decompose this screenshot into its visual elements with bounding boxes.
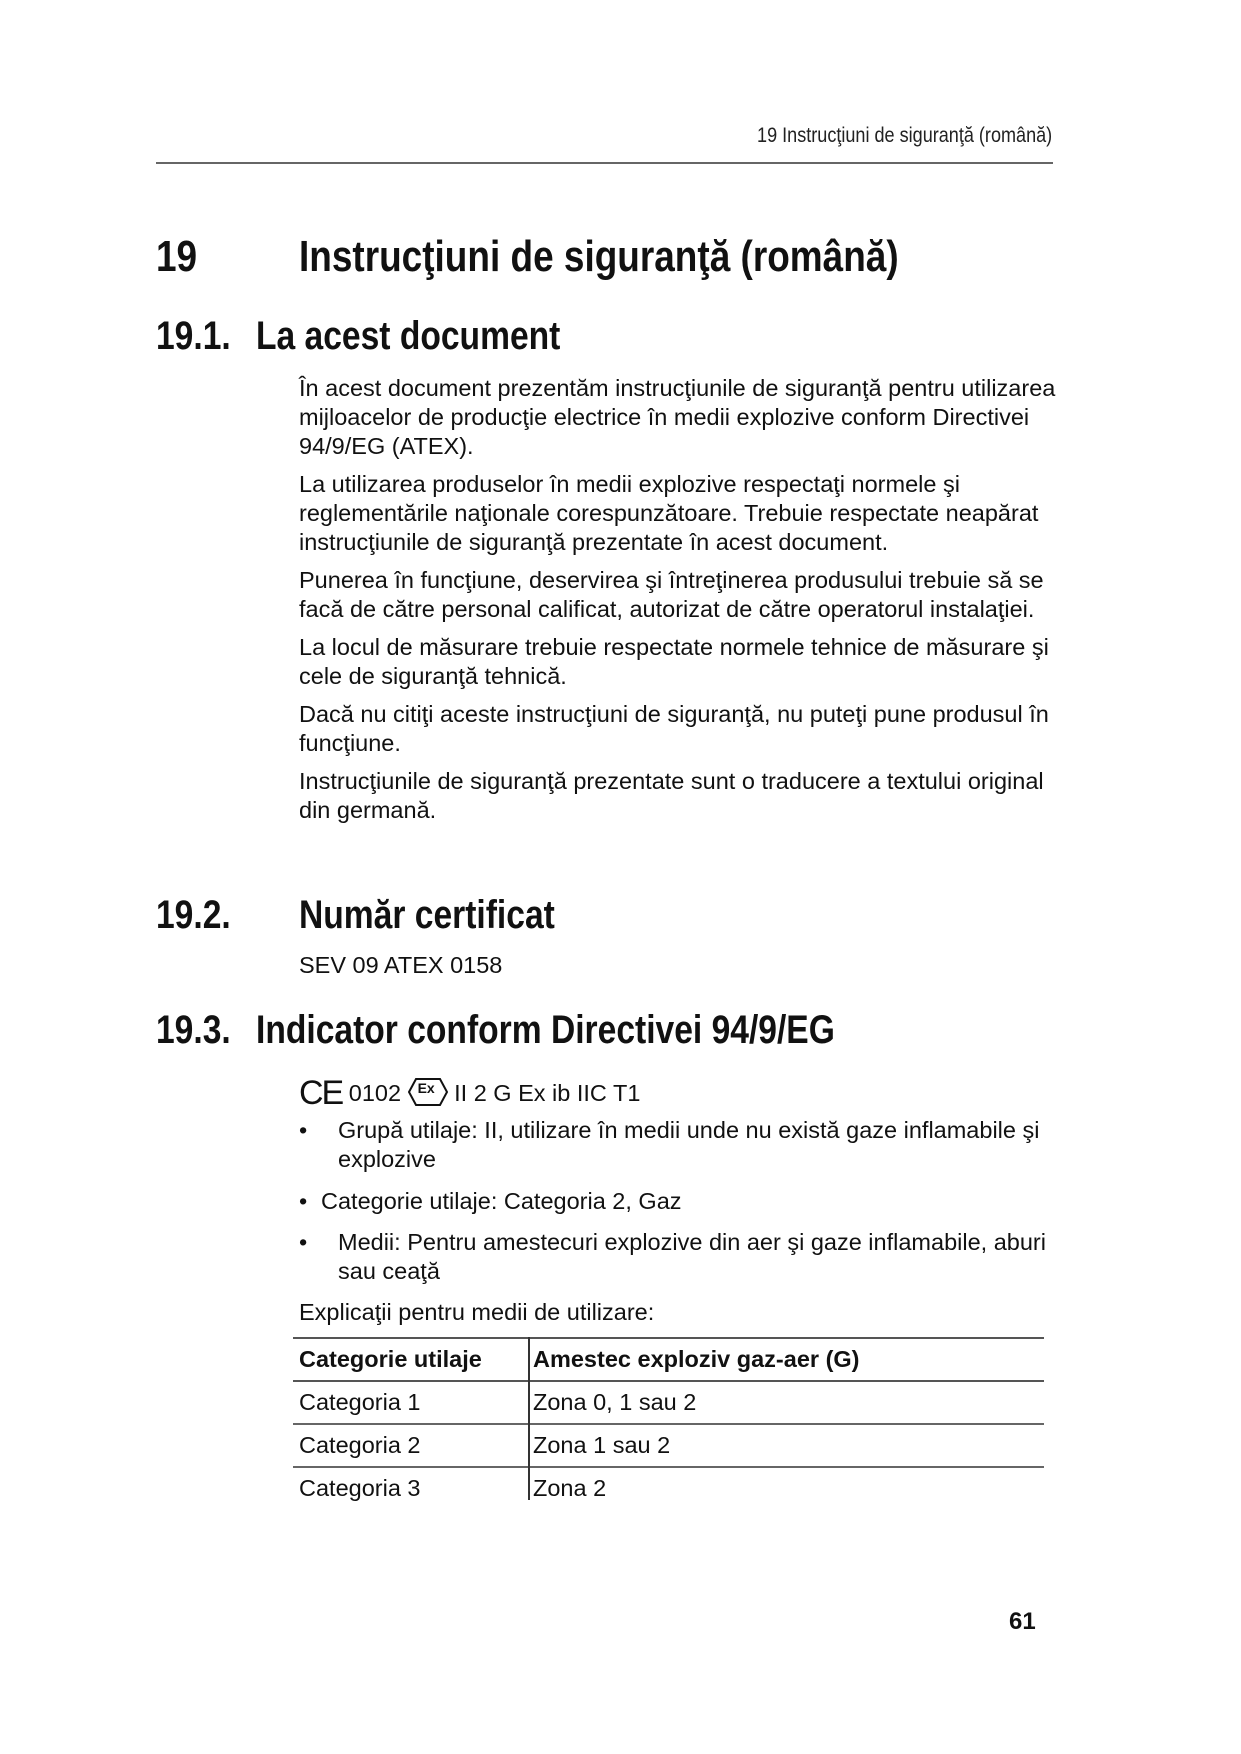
table-row [293,1467,1044,1509]
section-1-number: 19.1. [156,314,231,358]
section-3-title: Indicator conform Directivei 94/9/EG [256,1008,835,1052]
page-number: 61 [1009,1608,1036,1635]
table-row [293,1381,1044,1424]
header-rule [156,162,1053,164]
list-item: • Categorie utilaje: Categoria 2, Gaz [299,1188,682,1214]
ce-mark-icon: CE [299,1074,343,1112]
section-1-title: La acest document [256,314,561,358]
bullet-icon: • [299,1117,308,1143]
bullet-icon: • [299,1188,308,1214]
list-item: • Grupă utilaje: II, utilizare în medii unde nu există gaze inflamabile şi explozive [299,1117,1040,1172]
certificate-number: SEV 09 ATEX 0158 [299,952,503,978]
table-row [293,1424,1044,1467]
section-2-number: 19.2. [156,893,231,937]
explanations-label: Explicaţii pentru medii de utilizare: [299,1299,655,1325]
paragraph: În acest document prezentăm instrucţiunile de siguranţă pentru utilizarea mijloacelor de producţie electrice în medii explozive conform Directivei 94/9/EG (ATEX). [299,375,1056,459]
paragraph: La locul de măsurare trebuie respectate normele tehnice de măsurare şi cele de siguranţă tehnică. [299,634,1049,689]
table-cell: Categoria 1 [293,1381,527,1424]
table-cell: Zona 0, 1 sau 2 [527,1381,1044,1424]
chapter-number: 19 [156,232,198,281]
table-header-row [293,1338,1044,1381]
paragraph: Punerea în funcţiune, deservirea şi întreţinerea produsului trebuie să se facă de către personal calificat, autorizat de către operatorul instalaţiei. [299,567,1044,622]
paragraph: Dacă nu citiţi aceste instrucţiuni de siguranţă, nu puteţi pune produsul în funcţiune. [299,701,1049,756]
table-cell: Categoria 2 [293,1424,527,1467]
paragraph: La utilizarea produselor în medii explozive respectaţi normele şi reglementările naţionale corespunzătoare. Trebuie respectate neapărat instrucţiunile de siguranţă prezentate în acest document. [299,471,1039,555]
table-cell: Categoria 3 [299,1475,421,1501]
table-column-divider [528,1337,530,1500]
running-header: 19 Instrucţiuni de siguranţă (română) [756,124,1052,147]
ex-code: II 2 G Ex ib IIC T1 [454,1080,641,1106]
table-cell: Zona 2 [533,1475,607,1501]
paragraph: Instrucţiunile de siguranţă prezentate sunt o traducere a textului original din germană. [299,768,1044,823]
chapter-title: Instrucţiuni de siguranţă (română) [299,232,899,281]
list-item: • Medii: Pentru amestecuri explozive din aer şi gaze inflamabile, aburi sau ceaţă [299,1229,1046,1284]
table-cell: Zona 1 sau 2 [527,1424,1044,1467]
table-header-cell: Amestec exploziv gaz-aer (G) [527,1338,1044,1381]
section-2-title: Număr certificat [299,893,555,937]
bullet-icon: • [299,1229,308,1255]
section-3-number: 19.3. [156,1008,231,1052]
usage-category-table [293,1337,1044,1509]
section-1-body [299,374,1069,834]
table-header-cell: Categorie utilaje [293,1338,527,1381]
ex-hexagon-icon: Ex [408,1077,448,1107]
notified-body-number: 0102 [348,1080,402,1106]
atex-marking [299,1074,640,1114]
